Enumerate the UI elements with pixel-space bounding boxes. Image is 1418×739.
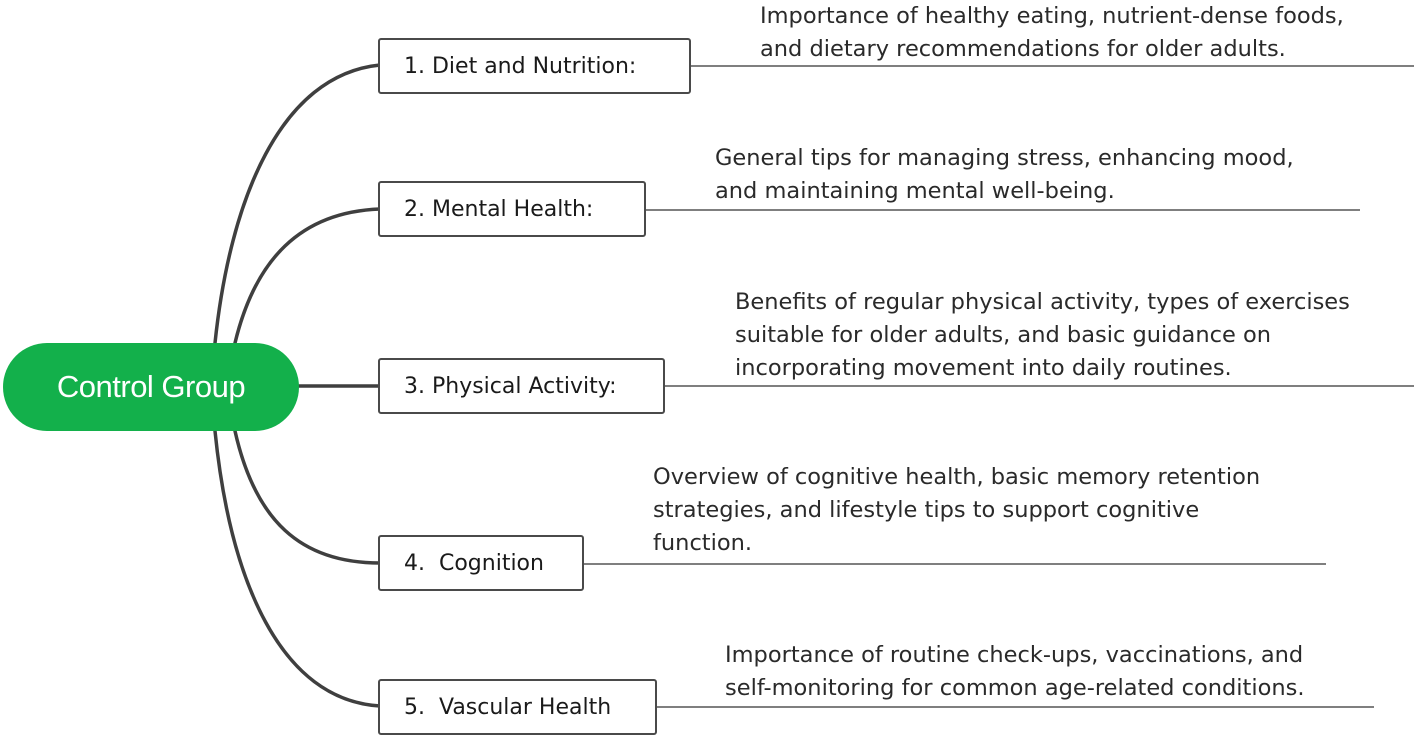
note-line: Benefits of regular physical activity, types of exercises (735, 289, 1350, 315)
note-line: General tips for managing stress, enhancing mood, (715, 145, 1294, 171)
topic-physical-activity[interactable] (378, 358, 665, 414)
root-node-control-group[interactable] (3, 343, 299, 431)
note-line: Overview of cognitive health, basic memory retention (653, 464, 1261, 490)
topic-mental-health[interactable] (378, 181, 646, 237)
topic-label: 5. Vascular Health (404, 694, 612, 720)
note-diet-and-nutrition (760, 0, 1344, 66)
topic-cognition[interactable] (378, 535, 584, 591)
note-line: strategies, and lifestyle tips to support cognitive (653, 497, 1200, 523)
topic-label: 4. Cognition (404, 550, 544, 576)
note-line: suitable for older adults, and basic guidance on (735, 322, 1272, 348)
note-line: self-monitoring for common age-related conditions. (725, 675, 1305, 701)
note-line: Importance of routine check-ups, vaccinations, and (725, 642, 1304, 668)
branch-connector-5 (215, 431, 380, 706)
topic-label: 3. Physical Activity: (404, 373, 617, 399)
note-mental-health (715, 142, 1294, 208)
topic-label: 1. Diet and Nutrition: (404, 53, 637, 79)
note-cognition (653, 461, 1260, 560)
branch-connector-4 (235, 431, 380, 563)
topic-label: 2. Mental Health: (404, 196, 594, 222)
note-line: Importance of healthy eating, nutrient-dense foods, (760, 3, 1344, 29)
root-node-label: Control Group (56, 369, 246, 404)
note-line: function. (653, 530, 753, 556)
topic-vascular-health[interactable] (378, 679, 657, 735)
branch-connector-2 (235, 209, 380, 343)
note-line: and maintaining mental well-being. (715, 178, 1115, 204)
branch-connector-1 (215, 65, 380, 343)
note-line: incorporating movement into daily routines. (735, 355, 1232, 381)
note-vascular-health (725, 639, 1305, 705)
note-line: and dietary recommendations for older adults. (760, 36, 1286, 62)
note-physical-activity (735, 286, 1350, 385)
topic-diet-and-nutrition[interactable] (378, 38, 691, 94)
